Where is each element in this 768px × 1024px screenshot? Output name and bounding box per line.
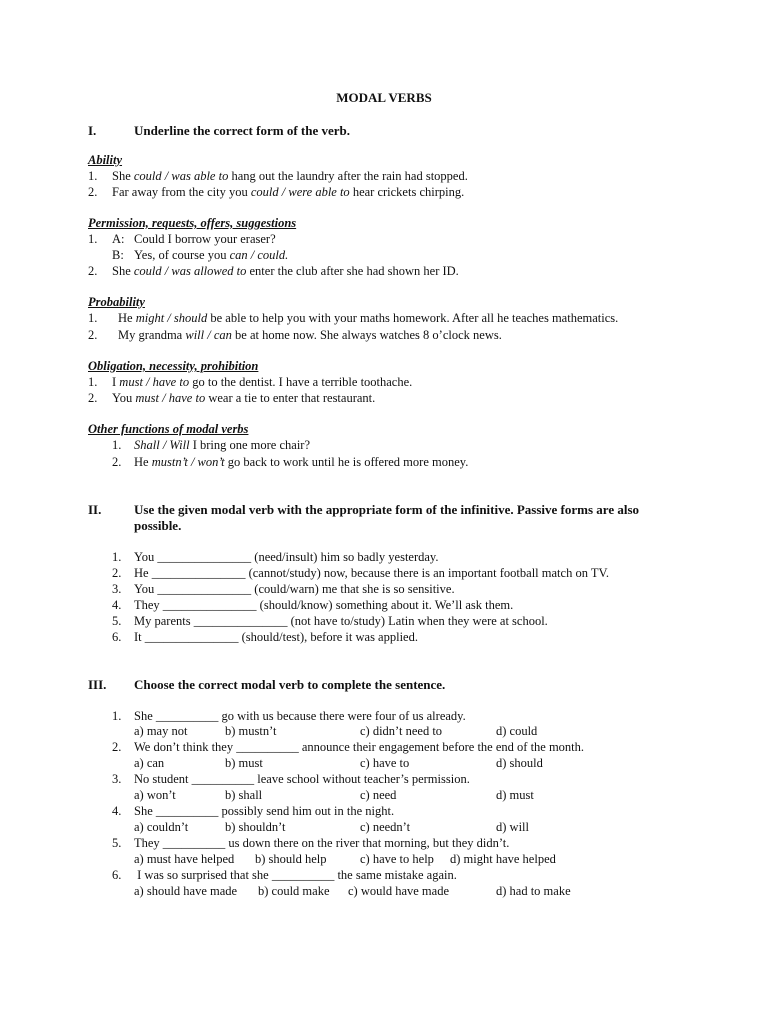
option-b: b) could make <box>258 884 330 898</box>
section-2-heading <box>88 502 674 534</box>
obligation-item-2: 2. You must / have to wear a tie to enter that restaurant. <box>88 391 376 405</box>
subheading-obligation: Obligation, necessity, prohibition <box>88 359 259 373</box>
ex3-item-4: 4. She __________ possibly send him out in the night. <box>112 804 395 818</box>
ex3-item-1: 1. She __________ go with us because there were four of us already. <box>112 709 466 723</box>
verb-choice: could / was able to <box>133 169 229 183</box>
verb-choice: could / were able to <box>250 185 350 199</box>
verb-choice: Shall / Will <box>134 438 190 452</box>
section-1-instruction: Underline the correct form of the verb. <box>134 123 350 138</box>
option-d: d) could <box>496 724 538 738</box>
option-b: b) mustn’t <box>225 724 277 738</box>
option-c: c) have to help <box>360 852 434 866</box>
option-b: b) must <box>225 756 263 770</box>
option-c: c) have to <box>360 756 410 770</box>
option-c: c) need <box>360 788 397 802</box>
option-c: c) needn’t <box>360 820 411 834</box>
ex3-item-2: 2. We don’t think they __________ announce their engagement before the end of the month. <box>112 740 585 754</box>
option-a: a) must have helped <box>134 852 235 866</box>
section-3-instruction: Choose the correct modal verb to complete the sentence. <box>134 677 446 692</box>
option-c: c) didn’t need to <box>360 724 443 738</box>
verb-choice: will / can <box>185 328 232 342</box>
option-a: a) may not <box>134 724 188 738</box>
ex2-item-2: 2. He _______________ (cannot/study) now, because there is an important football match on TV. <box>112 566 610 580</box>
section-1-heading <box>88 123 674 139</box>
option-d: d) might have helped <box>450 852 556 866</box>
permission-item-1b: B: Yes, of course you can / could. <box>112 248 289 262</box>
option-c: c) would have made <box>348 884 450 898</box>
section-3-heading <box>88 677 674 693</box>
probability-item-1: 1. He might / should be able to help you with your maths homework. After all he teaches mathematics. <box>88 311 619 325</box>
option-d: d) had to make <box>496 884 571 898</box>
subheading-other-functions: Other functions of modal verbs <box>88 422 249 436</box>
probability-item-2: 2. My grandma will / can be at home now. She always watches 8 o’clock news. <box>88 328 502 342</box>
verb-choice: mustn’t / won’t <box>151 455 225 469</box>
option-b: b) shouldn’t <box>225 820 286 834</box>
subheading-probability: Probability <box>88 295 145 309</box>
verb-choice: could / was allowed to <box>133 264 247 278</box>
option-a: a) can <box>134 756 165 770</box>
verb-choice: can / could. <box>229 248 289 262</box>
page-title: MODAL VERBS <box>336 90 432 105</box>
verb-choice: must / have to <box>119 375 190 389</box>
option-d: d) should <box>496 756 543 770</box>
other-item-2: 2. He mustn’t / won’t go back to work until he is offered more money. <box>112 455 469 469</box>
ability-item-1: 1. She could / was able to hang out the laundry after the rain had stopped. <box>88 169 468 183</box>
option-b: b) shall <box>225 788 263 802</box>
ability-item-2: 2. Far away from the city you could / were able to hear crickets chirping. <box>88 185 465 199</box>
ex2-item-1: 1. You _______________ (need/insult) him so badly yesterday. <box>112 550 439 564</box>
section-2-numeral: II. <box>88 502 102 517</box>
ex3-item-3: 3. No student __________ leave school without teacher’s permission. <box>112 772 470 786</box>
section-1-numeral: I. <box>88 123 97 138</box>
section-3-numeral: III. <box>88 677 107 692</box>
section-2-instruction: Use the given modal verb with the appropriate form of the infinitive. Passive forms are also possible. <box>134 502 640 533</box>
option-a: a) won’t <box>134 788 176 802</box>
ex2-item-5: 5. My parents _______________ (not have to/study) Latin when they were at school. <box>112 614 548 628</box>
ex3-item-5: 5. They __________ us down there on the river that morning, but they didn’t. <box>112 836 510 850</box>
verb-choice: must / have to <box>135 391 206 405</box>
ex2-item-6: 6. It _______________ (should/test), before it was applied. <box>112 630 418 644</box>
obligation-item-1: 1. I must / have to go to the dentist. I have a terrible toothache. <box>88 375 413 389</box>
ex2-item-3: 3. You _______________ (could/warn) me that she is so sensitive. <box>112 582 455 596</box>
ex2-item-4: 4. They _______________ (should/know) something about it. We’ll ask them. <box>112 598 514 612</box>
option-d: d) must <box>496 788 534 802</box>
subheading-ability: Ability <box>88 153 123 167</box>
verb-choice: might / should <box>135 311 208 325</box>
option-a: a) should have made <box>134 884 238 898</box>
permission-item-2: 2. She could / was allowed to enter the club after she had shown her ID. <box>88 264 459 278</box>
other-item-1: 1. Shall / Will I bring one more chair? <box>112 438 310 452</box>
option-a: a) couldn’t <box>134 820 189 834</box>
ex3-item-6: 6. I was so surprised that she __________ the same mistake again. <box>112 868 457 882</box>
option-d: d) will <box>496 820 529 834</box>
subheading-permission: Permission, requests, offers, suggestions <box>88 216 297 230</box>
permission-item-1a: 1. A: Could I borrow your eraser? <box>88 232 276 246</box>
option-b: b) should help <box>255 852 327 866</box>
